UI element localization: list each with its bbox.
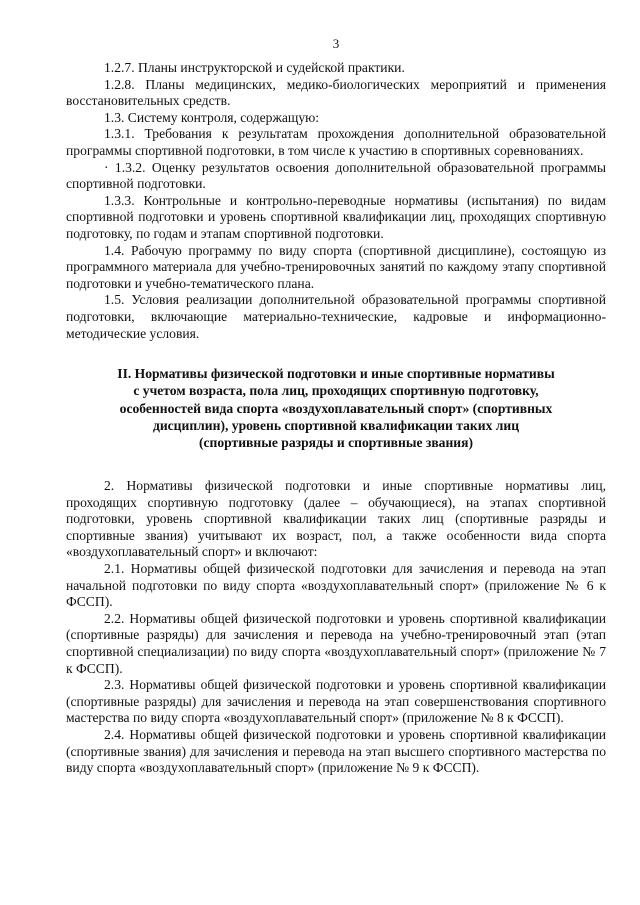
top-section xyxy=(66,60,606,342)
paragraph-1-3-3: 1.3.3. Контрольные и контрольно-переводные нормативы (испытания) по видам спортивной подготовки и уровень спортивной квалификации лиц, проходящих спортивную подготовку, по годам и этапам спортивной подготовки. xyxy=(66,192,606,241)
section-heading-line: II. Нормативы физической подготовки и иные спортивные нормативы xyxy=(117,366,555,382)
paragraph-1-4: 1.4. Рабочую программу по виду спорта (спортивной дисциплине), состоящую из программного материала для учебно-тренировочных занятий по каждому этапу спортивной подготовки и учебно-тематического плана. xyxy=(66,242,606,291)
paragraph-1-2-8: 1.2.8. Планы медицинских, медико-биологических мероприятий и применения восстановительных средств. xyxy=(66,76,606,109)
paragraph-1-5: 1.5. Условия реализации дополнительной образовательной программы спортивной подготовки, включающие материально-технические, кадровые и информационно-методические условия. xyxy=(66,292,606,341)
paragraph-1-3-1: 1.3.1. Требования к результатам прохождения дополнительной образовательной программы спортивной подготовки, в том числе к участию в спортивных соревнованиях. xyxy=(66,126,606,158)
paragraph-2-1: 2.1. Нормативы общей физической подготовки для зачисления и перевода на этап начальной подготовки по виду спорта «воздухоплавательный спорт» (приложение № 6 к ФССП). xyxy=(66,561,606,610)
section-heading-line: особенностей вида спорта «воздухоплавательный спорт» (спортивных xyxy=(119,400,553,416)
paragraph-2-3: 2.3. Нормативы общей физической подготовки и уровень спортивной квалификации (спортивные разряды) для зачисления и перевода на этап совершенствования спортивного мастерства по виду спорта «воздухоплавательный спорт» (приложение № 8 к ФССП). xyxy=(66,677,606,726)
paragraph-1-3-2: · 1.3.2. Оценку результатов освоения дополнительной образовательной программы спортивной подготовки. xyxy=(66,159,606,192)
paragraph-1-3: 1.3. Систему контроля, содержащую: xyxy=(104,109,320,125)
section-heading-line: с учетом возраста, пола лиц, проходящих спортивную подготовку, xyxy=(133,383,539,399)
section-heading-line: (спортивные разряды и спортивные звания) xyxy=(198,434,474,450)
bottom-section xyxy=(66,478,606,777)
paragraph-2: 2. Нормативы физической подготовки и иные спортивные нормативы лиц, проходящих спортивную подготовку (далее – обучающиеся), на этапах спортивной подготовки, уровень спортивной квалификации таких лиц (спортивные разряды и спортивные звания) учитывают их возраст, пол, а также особенности вида спорта «воздухоплавательный спорт» и включают: xyxy=(66,478,606,560)
section-heading xyxy=(76,365,596,451)
paragraph-1-2-7: 1.2.7. Планы инструкторской и судейской практики. xyxy=(104,60,405,75)
section-heading-line: дисциплин), уровень спортивной квалификации таких лиц xyxy=(152,417,520,433)
paragraph-2-4: 2.4. Нормативы общей физической подготовки и уровень спортивной квалификации (спортивные звания) для зачисления и перевода на этап высшего спортивного мастерства по виду спорта «воздухоплавательный спорт» (приложение № 9 к ФССП). xyxy=(66,727,606,776)
paragraph-2-2: 2.2. Нормативы общей физической подготовки и уровень спортивной квалификации (спортивные разряды) для зачисления и перевода на учебно-тренировочный этап (этап спортивной специализации) по виду спорта «воздухоплавательный спорт» (приложение № 7 к ФССП). xyxy=(66,610,606,676)
page-number: 3 xyxy=(332,36,340,51)
